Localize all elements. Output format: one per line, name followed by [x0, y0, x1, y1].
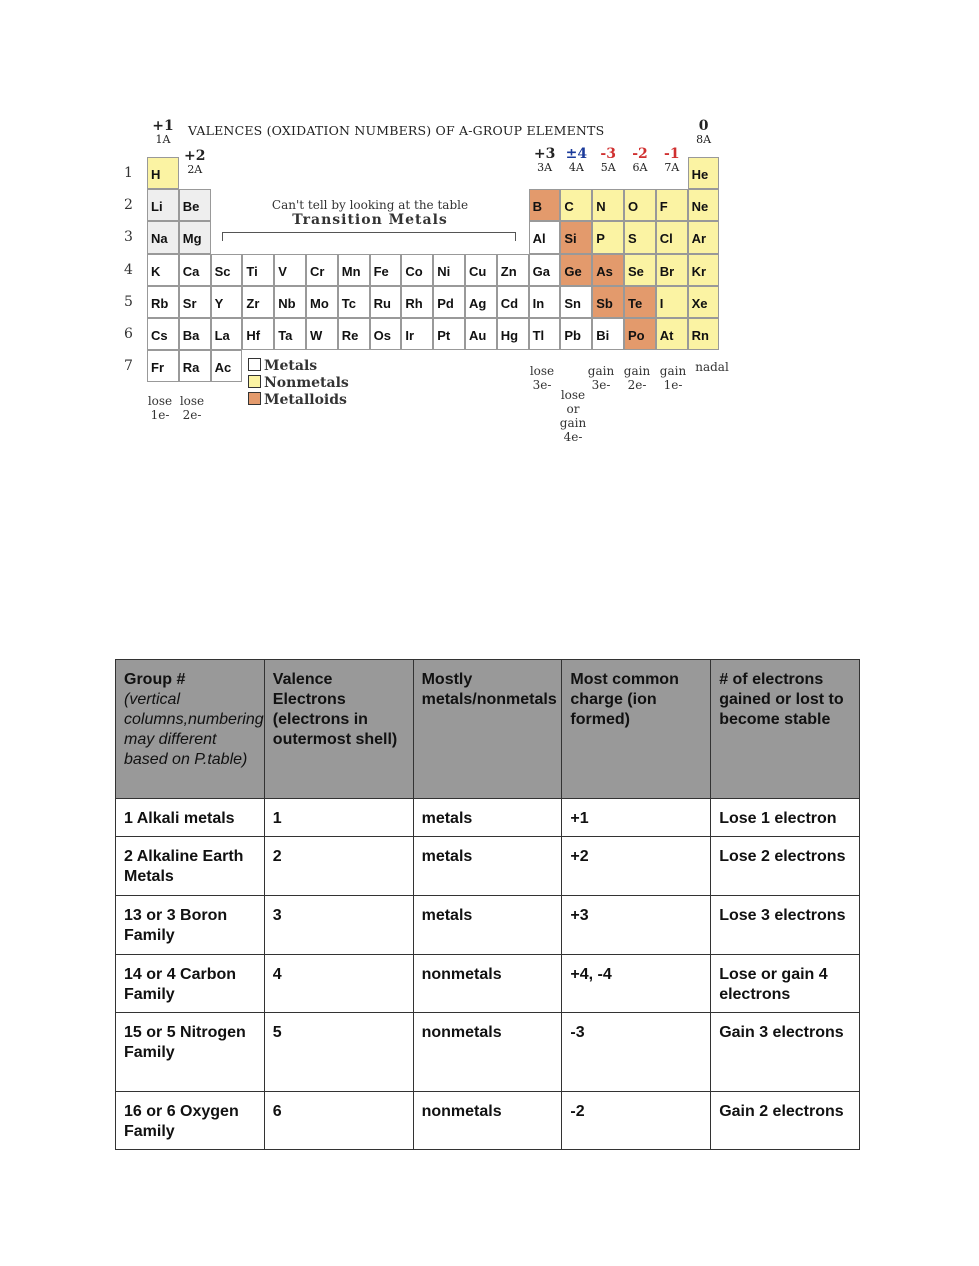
element-cell: [274, 286, 306, 318]
group-label: [656, 148, 688, 174]
element-symbol: F: [659, 199, 668, 215]
group-number: 3A: [537, 161, 553, 174]
element-symbol: Ca: [182, 263, 200, 279]
element-symbol: Ir: [405, 328, 415, 343]
element-symbol: Os: [373, 328, 391, 343]
element-symbol: Rb: [151, 295, 169, 311]
element-cell: [211, 318, 243, 350]
header-electrons: # of electrons gained or lost to become stable: [711, 660, 860, 799]
table-row: [116, 955, 860, 1013]
element-symbol: K: [151, 263, 161, 279]
group-number: 8A: [696, 133, 712, 146]
element-cell: [338, 254, 370, 286]
element-cell: [497, 286, 529, 318]
element-symbol: Rh: [405, 295, 423, 311]
element-cell: [560, 221, 592, 253]
element-cell: [529, 254, 561, 286]
cell-charge: -3: [562, 1013, 711, 1092]
element-symbol: Kr: [691, 263, 707, 279]
period-label: 3: [124, 229, 133, 246]
group-charge: +3: [533, 146, 556, 162]
element-symbol: Bi: [596, 328, 610, 343]
element-symbol: Mg: [182, 231, 202, 247]
cell-group: 15 or 5 Nitrogen Family: [116, 1013, 265, 1092]
cell-electrons: Lose 3 electrons: [711, 896, 860, 955]
group-label: [529, 148, 561, 174]
element-cell: [242, 254, 274, 286]
element-symbol: V: [278, 263, 287, 279]
element-symbol: S: [628, 231, 637, 247]
element-symbol: Zr: [246, 295, 260, 311]
note-lose-1e: lose 1e-: [147, 394, 173, 422]
element-symbol: Co: [405, 263, 423, 279]
element-cell: [401, 254, 433, 286]
element-cell: [688, 286, 720, 318]
element-cell: [401, 286, 433, 318]
element-symbol: Tl: [532, 328, 545, 343]
element-cell: [433, 318, 465, 350]
element-symbol: Al: [532, 231, 546, 247]
element-symbol: W: [310, 328, 323, 343]
element-symbol: Te: [628, 295, 643, 311]
element-symbol: Se: [628, 263, 644, 279]
element-symbol: Ac: [214, 360, 232, 376]
element-cell: [179, 350, 211, 382]
cell-electrons: Gain 2 electrons: [711, 1092, 860, 1150]
cell-valence: 6: [264, 1092, 413, 1150]
element-cell: [497, 254, 529, 286]
element-symbol: Ne: [691, 199, 709, 215]
element-cell: [497, 318, 529, 350]
element-cell: [560, 254, 592, 286]
table-row: [116, 837, 860, 896]
element-cell: [370, 318, 402, 350]
transition-bracket: [222, 232, 516, 241]
element-cell: [147, 157, 179, 189]
element-cell: [433, 286, 465, 318]
element-symbol: Li: [151, 199, 163, 215]
element-symbol: Si: [564, 231, 577, 247]
element-symbol: At: [659, 328, 674, 343]
element-cell: [147, 286, 179, 318]
element-symbol: Ni: [437, 263, 451, 279]
header-group: Group # (vertical columns,numbering may different based on P.table): [116, 660, 265, 799]
element-cell: [560, 286, 592, 318]
element-symbol: Ru: [373, 295, 391, 311]
element-cell: [529, 189, 561, 221]
cell-charge: -2: [562, 1092, 711, 1150]
figure-title: VALENCES (OXIDATION NUMBERS) OF A-GROUP ELEMENTS: [188, 123, 605, 138]
note-lose-2e: lose 2e-: [179, 394, 205, 422]
cell-charge: +2: [562, 837, 711, 896]
note-gain-3e: gain 3e-: [587, 364, 615, 392]
element-symbol: C: [564, 199, 574, 215]
group-label: [179, 150, 211, 176]
period-label: 4: [124, 261, 133, 278]
element-symbol: Cs: [151, 328, 168, 343]
cell-valence: 2: [264, 837, 413, 896]
element-cell: [465, 254, 497, 286]
element-cell: [688, 189, 720, 221]
element-symbol: Sc: [214, 263, 231, 279]
cell-group: 13 or 3 Boron Family: [116, 896, 265, 955]
group-number: 1A: [155, 133, 171, 146]
element-cell: [147, 254, 179, 286]
element-cell: [560, 318, 592, 350]
period-label: 1: [124, 165, 133, 181]
cell-type: metals: [413, 896, 562, 955]
cell-valence: 1: [264, 799, 413, 837]
element-symbol: Ga: [532, 263, 550, 279]
element-cell: [401, 318, 433, 350]
cell-electrons: Gain 3 electrons: [711, 1013, 860, 1092]
element-symbol: Cd: [500, 295, 519, 311]
element-cell: [465, 318, 497, 350]
element-cell: [242, 286, 274, 318]
element-symbol: Sn: [564, 295, 582, 311]
cell-group: 14 or 4 Carbon Family: [116, 955, 265, 1013]
note-gain-2e: gain 2e-: [623, 364, 651, 392]
element-cell: [274, 254, 306, 286]
cell-valence: 5: [264, 1013, 413, 1092]
element-cell: [211, 350, 243, 382]
element-cell: [147, 189, 179, 221]
cell-type: metals: [413, 799, 562, 837]
element-symbol: Mo: [310, 295, 329, 311]
element-cell: [592, 189, 624, 221]
element-symbol: Xe: [691, 295, 708, 311]
transition-metals-note: [250, 198, 490, 228]
cell-group: 2 Alkaline Earth Metals: [116, 837, 265, 896]
element-symbol: Po: [628, 328, 645, 343]
group-charge: +2: [184, 148, 206, 164]
element-symbol: He: [691, 167, 709, 182]
element-symbol: Ra: [182, 360, 200, 376]
element-cell: [688, 221, 720, 253]
element-cell: [688, 318, 720, 350]
element-cell: [592, 254, 624, 286]
element-symbol: Hg: [500, 328, 519, 343]
element-cell: [688, 254, 720, 286]
element-cell: [656, 286, 688, 318]
element-symbol: Nb: [278, 295, 296, 311]
cell-charge: +3: [562, 896, 711, 955]
element-symbol: H: [151, 167, 161, 182]
group-charge: -1: [664, 146, 680, 162]
element-symbol: Hf: [246, 328, 261, 343]
element-cell: [147, 350, 179, 382]
element-cell: [656, 189, 688, 221]
group-label: [592, 148, 624, 174]
element-symbol: Cl: [659, 231, 673, 247]
element-cell: [179, 189, 211, 221]
element-cell: [656, 221, 688, 253]
legend-metalloids: Metalloids: [248, 392, 347, 408]
cell-group: 16 or 6 Oxygen Family: [116, 1092, 265, 1150]
element-symbol: Fe: [373, 263, 389, 279]
cell-electrons: Lose or gain 4 electrons: [711, 955, 860, 1013]
element-cell: [370, 286, 402, 318]
element-symbol: Sr: [182, 295, 197, 311]
element-cell: [592, 286, 624, 318]
element-cell: [306, 318, 338, 350]
element-symbol: Tc: [341, 295, 357, 311]
element-cell: [179, 286, 211, 318]
element-cell: [592, 221, 624, 253]
element-cell: [529, 221, 561, 253]
table-row: [116, 1092, 860, 1150]
element-symbol: Ge: [564, 263, 582, 279]
element-cell: [592, 318, 624, 350]
element-symbol: In: [532, 295, 545, 311]
element-symbol: Fr: [151, 360, 164, 376]
element-cell: [656, 318, 688, 350]
note-noble: nadal: [695, 360, 729, 374]
element-cell: [306, 286, 338, 318]
element-symbol: Au: [469, 328, 487, 343]
element-cell: [529, 286, 561, 318]
group-label: [688, 120, 720, 146]
element-cell: [179, 254, 211, 286]
element-symbol: Sb: [596, 295, 613, 311]
element-cell: [338, 318, 370, 350]
cell-group: 1 Alkali metals: [116, 799, 265, 837]
element-symbol: O: [628, 199, 639, 215]
element-symbol: Br: [659, 263, 675, 279]
cell-charge: +4, -4: [562, 955, 711, 1013]
element-cell: [560, 189, 592, 221]
element-symbol: Be: [182, 199, 200, 215]
element-symbol: Pd: [437, 295, 454, 311]
note-lose-3e: lose 3e-: [529, 364, 555, 392]
group-label: [560, 148, 592, 174]
element-symbol: Ba: [182, 328, 200, 343]
header-charge: Most common charge (ion formed): [562, 660, 711, 799]
element-symbol: La: [214, 328, 230, 343]
element-cell: [624, 189, 656, 221]
element-cell: [370, 254, 402, 286]
element-cell: [211, 286, 243, 318]
cell-type: nonmetals: [413, 1013, 562, 1092]
table-row: [116, 896, 860, 955]
header-valence: Valence Electrons (electrons in outermost shell): [264, 660, 413, 799]
element-cell: [624, 318, 656, 350]
transition-note: Can't tell by looking at the table: [271, 198, 469, 212]
group-charge: 0: [698, 118, 709, 134]
period-label: 7: [124, 358, 133, 375]
element-cell: [179, 318, 211, 350]
element-cell: [433, 254, 465, 286]
element-symbol: Cr: [310, 263, 325, 279]
group-label: [624, 148, 656, 174]
header-type: Mostly metals/nonmetals: [413, 660, 562, 799]
element-symbol: Ar: [691, 231, 707, 247]
group-label: [147, 120, 179, 146]
cell-charge: +1: [562, 799, 711, 837]
group-charge: -2: [632, 146, 648, 162]
element-cell: [338, 286, 370, 318]
element-cell: [624, 286, 656, 318]
element-cell: [147, 318, 179, 350]
table-row: [116, 1013, 860, 1092]
group-charge: +1: [152, 118, 174, 134]
legend-metals: Metals: [248, 358, 317, 374]
element-symbol: N: [596, 199, 606, 215]
group-charge: ±4: [565, 146, 588, 162]
element-cell: [211, 254, 243, 286]
group-number: 4A: [568, 161, 584, 174]
element-symbol: Ag: [469, 295, 487, 311]
cell-type: nonmetals: [413, 1092, 562, 1150]
element-symbol: Na: [151, 231, 168, 247]
element-symbol: Pb: [564, 328, 582, 343]
table-header-row: [116, 660, 860, 799]
group-number: 5A: [600, 161, 616, 174]
element-symbol: As: [596, 263, 613, 279]
element-cell: [306, 254, 338, 286]
group-number: 7A: [664, 161, 680, 174]
element-cell: [465, 286, 497, 318]
cell-type: metals: [413, 837, 562, 896]
element-symbol: Rn: [691, 328, 709, 343]
transition-label: Transition Metals: [292, 212, 448, 228]
period-label: 6: [124, 326, 133, 342]
cell-valence: 4: [264, 955, 413, 1013]
legend-nonmetals: Nonmetals: [248, 375, 349, 391]
group-number: 2A: [187, 163, 203, 176]
group-number: 6A: [632, 161, 648, 174]
element-symbol: P: [596, 231, 605, 247]
element-symbol: Cu: [469, 263, 487, 279]
header-group-note: (vertical columns,numbering may different based on P.table): [124, 691, 264, 768]
cell-type: nonmetals: [413, 955, 562, 1013]
cell-valence: 3: [264, 896, 413, 955]
element-symbol: Pt: [437, 328, 451, 343]
element-symbol: Y: [214, 295, 224, 311]
element-cell: [656, 254, 688, 286]
note-lose-or-gain-4e: lose or gain 4e-: [559, 388, 587, 444]
element-cell: [147, 221, 179, 253]
element-cell: [529, 318, 561, 350]
element-symbol: B: [532, 199, 542, 215]
note-gain-1e: gain 1e-: [659, 364, 687, 392]
table-row: [116, 799, 860, 837]
element-cell: [274, 318, 306, 350]
element-symbol: Zn: [500, 263, 517, 279]
group-charge: -3: [600, 146, 616, 162]
valence-table: [115, 659, 860, 1150]
element-symbol: Ti: [246, 263, 258, 279]
cell-electrons: Lose 2 electrons: [711, 837, 860, 896]
element-symbol: Ta: [278, 328, 293, 343]
element-cell: [242, 318, 274, 350]
element-cell: [624, 221, 656, 253]
element-symbol: Re: [341, 328, 359, 343]
element-symbol: Mn: [341, 263, 361, 279]
element-cell: [624, 254, 656, 286]
period-label: 5: [124, 293, 133, 310]
element-symbol: I: [659, 295, 664, 311]
period-label: 2: [124, 197, 133, 214]
cell-electrons: Lose 1 electron: [711, 799, 860, 837]
element-cell: [688, 157, 720, 189]
element-cell: [179, 221, 211, 253]
